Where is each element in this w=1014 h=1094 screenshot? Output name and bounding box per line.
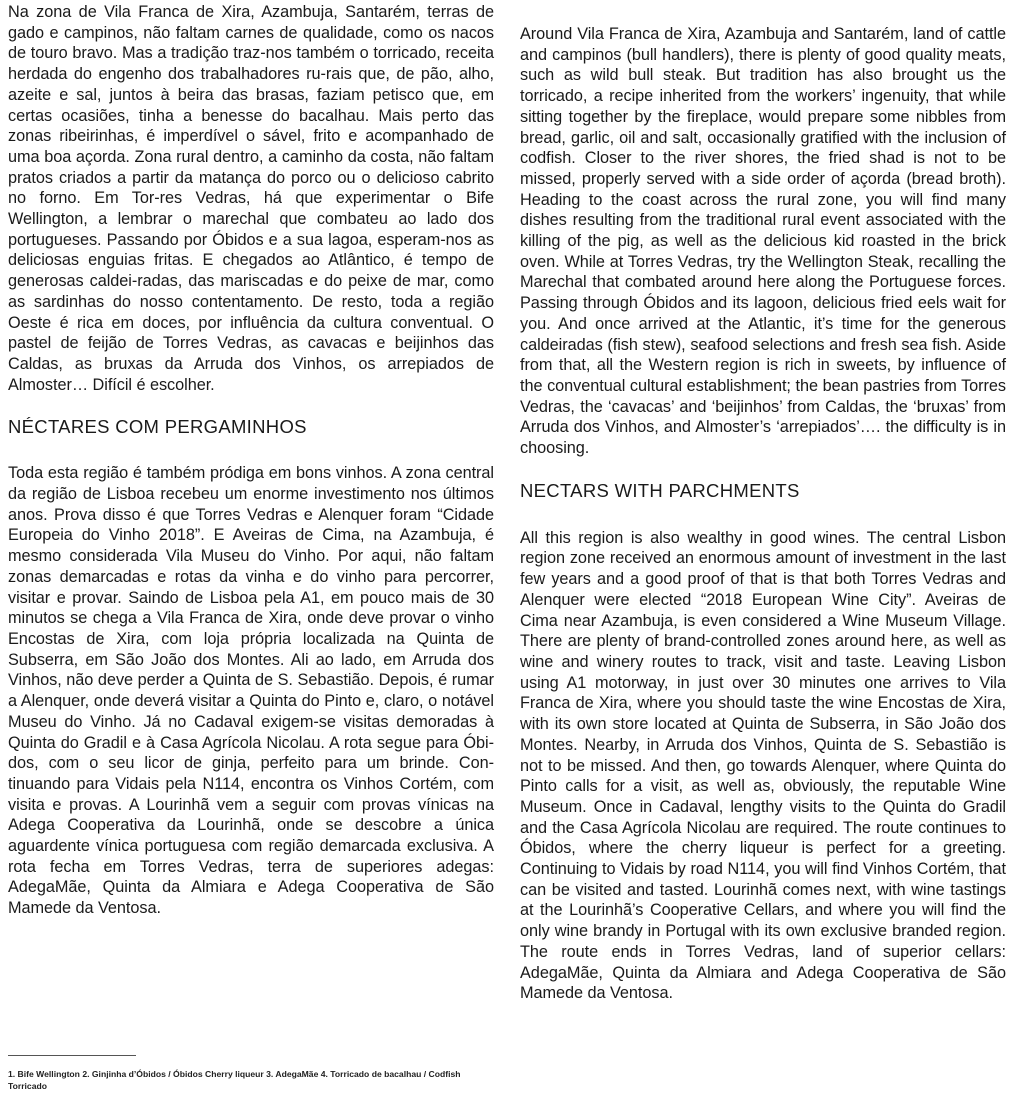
english-section-heading: NECTARS WITH PARCHMENTS	[520, 479, 800, 501]
portuguese-section-heading: NÉCTARES COM PERGAMINHOS	[8, 416, 307, 438]
english-paragraph-gastronomy: Around Vila Franca de Xira, Azambuja and Santarém, land of cattle and campinos (bull handlers), there is plenty of good quality meats, such as wild bull steak. But tradition has also brought us the torricado, a recipe inherited from the workers’ ingenuity, that while sitting together by the fireplace, would prepare some nibbles from bread, garlic, oil and salt, occasionally gratified with the inclusion of codfish. Closer to the river shores, the fried shad is not to be missed, properly served with a side order of açorda (bread broth). Heading to the coast across the rural zone, you will find many dishes resulting from the traditional rural event associated with the killing of the pig, as well as the delicious kid roasted in the brick oven. While at Torres Vedras, try the Wellington Steak, recalling the Marechal that combated around here along the Portuguese forces. Passing through Óbidos and its lagoon, delicious fried eels wait for you. And once arrived at the Atlantic, it’s time for the generous caldeiradas (fish stew), seafood selections and fresh sea fish. Aside from that, all the Western region is rich in sweets, by influence of the conventual cultural establishment; the bean pastries from Torres Vedras, the ‘cavacas’ and ‘beijinhos’ from Caldas, the ‘bruxas’ from Arruda dos Vinhos, and Almoster’s ‘arrepiados’…. the difficulty is in choosing.	[520, 25, 1006, 458]
portuguese-paragraph-gastronomy: Na zona de Vila Franca de Xira, Azambuja, Santarém, terras de gado e campinos, não faltam carnes de qualidade, como os nacos de touro bravo. Mas a tradição traz-nos também o torricado, receita herdada do engenho dos trabalhadores ru-rais que, de pão, alho, azeite e sal, juntos à beira das brasas, faziam petisco que, em certas ocasiões, tinha a benesse do bacalhau. Mais perto das zonas ribeirinhas, é imperdível o sável, frito e acompanhado de uma boa açorda. Zona rural dentro, a caminho da costa, não faltam pratos criados a partir da matança do porco ou o delicioso cabrito no forno. Em Tor-res Vedras, há que experimentar o Bife Wellington, a lembrar o marechal que combateu ao lado dos portugueses. Passando por Óbidos e a sua lagoa, esperam-nos as deliciosas enguias fritas. E chegados ao Atlântico, é tempo de generosas caldei-radas, das mariscadas e do peixe de mar, como as sardinhas do nosso contentamento. De resto, toda a região Oeste é rica em doces, por influência da cultura conventual. O pastel de feijão de Torres Vedras, as cavacas e beijinhos das Caldas, as bruxas da Arruda dos Vinhos, os arrepiados de Almoster… Difícil é escolher.	[8, 3, 494, 394]
portuguese-paragraph-wines: Toda esta região é também pródiga em bons vinhos. A zona central da região de Lisboa recebeu um enorme investimento nos últimos anos. Prova disso é que Torres Vedras e Alenquer foram “Cidade Europeia do Vinho 2018”. E Aveiras de Cima, na Azambuja, é mesmo considerada Vila Museu do Vinho. Por aqui, não faltam zonas demarcadas e rotas da vinha e do vinho para percorrer, visitar e provar. Saindo de Lisboa pela A1, em pouco mais de 30 minutos se chega a Vila Franca de Xira, onde deve provar o vinho Encostas de Xira, com loja própria localizada na Quinta de Subserra, em São João dos Montes. Ali ao lado, em Arruda dos Vinhos, não deve perder a Quinta de S. Sebastião. Depois, é rumar a Alenquer, onde deverá visitar a Quinta do Pinto e, claro, o notável Museu do Vinho. Já no Cadaval exigem-se visitas demoradas à Quinta do Gradil e à Casa Agrícola Nicolau. A rota segue para Óbi-dos, com o seu licor de ginja, perfeito para um brinde. Con-tinuando para Vidais pela N114, encontra os Vinhos Cortém, com visita e provas. A Lourinhã vem a seguir com provas vínicas na Adega Cooperativa da Lourinhã, onde se descobre a única aguardente vínica portuguesa com região demarcada exclusiva. A rota fecha em Torres Vedras, terra de superiores adegas: AdegaMãe, Quinta da Almiara e Adega Cooperativa de São Mamede da Ventosa.	[8, 464, 494, 918]
footnote-divider	[8, 1055, 136, 1056]
english-column	[520, 0, 1006, 1004]
portuguese-column	[8, 0, 494, 919]
english-paragraph-wines: All this region is also wealthy in good wines. The central Lisbon region zone received an enormous amount of investment in the last few years and a good proof of that is that both Torres Vedras and Alenquer were elected “2018 European Wine City”. Aveiras de Cima near Azambuja, is even considered a Wine Museum Village. There are plenty of brand-controlled zones around here, as well as wine and winery routes to track, visit and taste. Leaving Lisbon using A1 motorway, in just over 30 minutes one arrives to Vila Franca de Xira, where you should taste the wine Encostas de Xira, with its own store located at Quinta de Subserra, in São João dos Montes. Nearby, in Arruda dos Vinhos, Quinta de S. Sebastião is not to be missed. And then, go towards Alenquer, where Quinta do Pinto calls for a visit, as well as, obviously, the reputable Wine Museum. Once in Cadaval, lengthy visits to the Quinta do Gradil and the Casa Agrícola Nicolau are required. The route continues to Óbidos, where the cherry liqueur is perfect for a greeting. Continuing to Vidais by road N114, you will find Vinhos Cortém, that can be visited and tasted. Lourinhã comes next, with wine tastings at the Lourinhã’s Cooperative Cellars, and where you will find the only wine brandy in Portugal with its own exclusive branded region. The route ends in Torres Vedras, land of superior cellars: AdegaMãe, Quinta da Almiara and Adega Cooperativa de São Mamede da Ventosa.	[520, 528, 1006, 1003]
photo-captions-footnote: 1. Bife Wellington 2. Ginjinha d’Óbidos / Óbidos Cherry liqueur 3. AdegaMãe 4. Torricado de bacalhau / Codfish Torricado	[8, 1069, 461, 1091]
